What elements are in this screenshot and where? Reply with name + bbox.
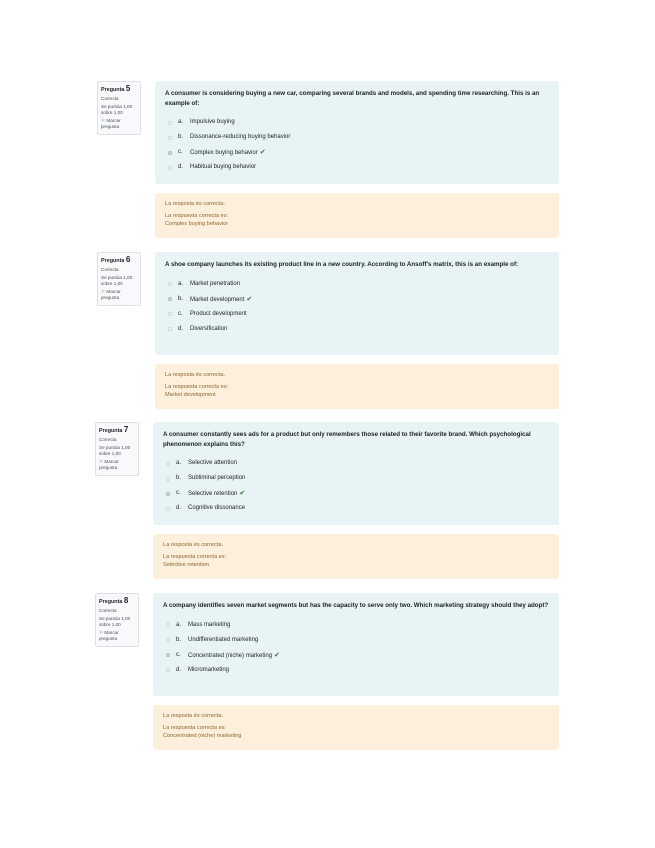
answer-option[interactable]: d. Cognitive dissonance (163, 501, 549, 516)
question-info (97, 81, 141, 135)
question-grade: Se puntúa 1,00 sobre 1,00 (101, 104, 133, 115)
answer-option[interactable]: c. Selective retention ✔ (163, 486, 549, 501)
radio-button[interactable] (168, 151, 172, 155)
answer-option[interactable]: c. Complex buying behavior ✔ (165, 145, 549, 160)
check-icon: ✔ (259, 149, 266, 156)
answer-option[interactable]: b. Dissonance-reducing buying behavior (165, 130, 549, 145)
flag-icon: ⚐ (101, 118, 106, 123)
radio-button[interactable] (166, 668, 170, 672)
right-answer: Complex buying behavior (165, 221, 229, 227)
question-content (153, 593, 559, 696)
radio-button[interactable] (168, 312, 172, 316)
right-answer-label: La respuesta correcta es: (165, 384, 229, 390)
feedback-state: La resposta és correcta. (163, 542, 224, 548)
check-icon: ✔ (239, 490, 246, 497)
radio-button[interactable] (166, 638, 170, 642)
radio-button[interactable] (168, 136, 172, 140)
right-answer-label: La respuesta correcta es: (165, 213, 229, 219)
radio-button[interactable] (166, 623, 170, 627)
question-number: Pregunta 6 (101, 255, 131, 264)
question-content (153, 422, 559, 525)
feedback-box (155, 364, 559, 409)
question-text: A company identifies seven market segments but has the capacity to serve only two. Which marketing strategy should they adopt? (163, 602, 549, 609)
question-grade: Se puntúa 1,00 sobre 1,00 (99, 445, 131, 456)
flag-question-button[interactable]: ⚐ Marcar pregunta (99, 459, 119, 470)
flag-icon: ⚐ (99, 459, 104, 464)
flag-question-button[interactable]: ⚐ Marcar pregunta (99, 630, 119, 641)
question-state: Correcta (99, 608, 117, 613)
answer-option[interactable]: a. Selective attention (163, 456, 549, 471)
radio-button[interactable] (166, 462, 170, 466)
question-info (95, 422, 139, 476)
question-number: Pregunta 7 (99, 425, 129, 434)
flag-icon: ⚐ (99, 630, 104, 635)
radio-button[interactable] (168, 166, 172, 170)
right-answer-label: La respuesta correcta es: (163, 725, 227, 731)
answer-list (165, 115, 549, 175)
question-number: Pregunta 5 (101, 84, 131, 93)
answer-list (163, 618, 549, 678)
answer-option[interactable]: b. Undifferentiated marketing (163, 633, 549, 648)
question-grade: Se puntúa 1,00 sobre 1,00 (99, 616, 131, 627)
radio-button[interactable] (166, 477, 170, 481)
answer-option[interactable]: c. Concentrated (niche) marketing ✔ (163, 648, 549, 663)
check-icon: ✔ (274, 651, 280, 659)
radio-button[interactable] (168, 121, 172, 125)
right-answer: Market development (165, 392, 216, 398)
radio-button[interactable] (166, 492, 170, 496)
question-state: Correcta (101, 96, 119, 101)
flag-question-button[interactable]: ⚐ Marcar pregunta (101, 289, 121, 300)
right-answer: Selective retention (163, 562, 210, 568)
answer-option[interactable]: d. Micromarketing (163, 663, 549, 678)
radio-button[interactable] (166, 507, 170, 511)
feedback-state: La resposta és correcta. (165, 372, 226, 378)
question-number: Pregunta 8 (99, 596, 129, 605)
answer-option[interactable]: b. Market development ✔ (165, 292, 549, 307)
question-state: Correcta (101, 267, 119, 272)
radio-button[interactable] (168, 297, 172, 301)
question-grade: Se puntúa 1,00 sobre 1,00 (101, 275, 133, 286)
feedback-box (153, 705, 559, 750)
feedback-state: La resposta és correcta. (165, 201, 226, 207)
question-text: A shoe company launches its existing product line in a new country. According to Ansoff's matrix, this is an example of: (165, 261, 519, 268)
check-icon: ✔ (246, 295, 253, 303)
answer-option[interactable]: a. Impulsive buying (165, 115, 549, 130)
answer-option[interactable]: d. Habitual buying behavior (165, 160, 549, 175)
radio-button[interactable] (166, 653, 170, 657)
question-text: A consumer is considering buying a new car, comparing several brands and models, and spending time researching. This is an example of: (165, 90, 540, 107)
flag-icon: ⚐ (101, 289, 106, 294)
answer-option[interactable]: a. Mass marketing (163, 618, 549, 633)
answer-option[interactable]: a. Market penetration (165, 277, 549, 292)
answer-list (165, 277, 549, 337)
answer-option[interactable]: b. Subliminal perception (163, 471, 549, 486)
answer-option[interactable]: d. Diversification (165, 322, 549, 337)
question-content (155, 81, 559, 184)
right-answer: Concentrated (niche) marketing (163, 733, 242, 739)
radio-button[interactable] (168, 327, 172, 331)
answer-option[interactable]: c. Product development (165, 307, 549, 322)
question-content (155, 252, 559, 355)
flag-question-button[interactable]: ⚐ Marcar pregunta (101, 118, 121, 129)
question-info (95, 593, 139, 647)
answer-list (163, 456, 549, 516)
feedback-state: La resposta és correcta. (163, 713, 224, 719)
feedback-box (155, 193, 559, 238)
right-answer-label: La respuesta correcta es: (163, 554, 227, 560)
question-text: A consumer constantly sees ads for a product but only remembers those related to their favorite brand. Which psychological phenomenon explains this? (163, 431, 531, 448)
question-info (97, 252, 141, 306)
radio-button[interactable] (168, 282, 172, 286)
question-state: Correcta (99, 437, 117, 442)
feedback-box (153, 534, 559, 579)
